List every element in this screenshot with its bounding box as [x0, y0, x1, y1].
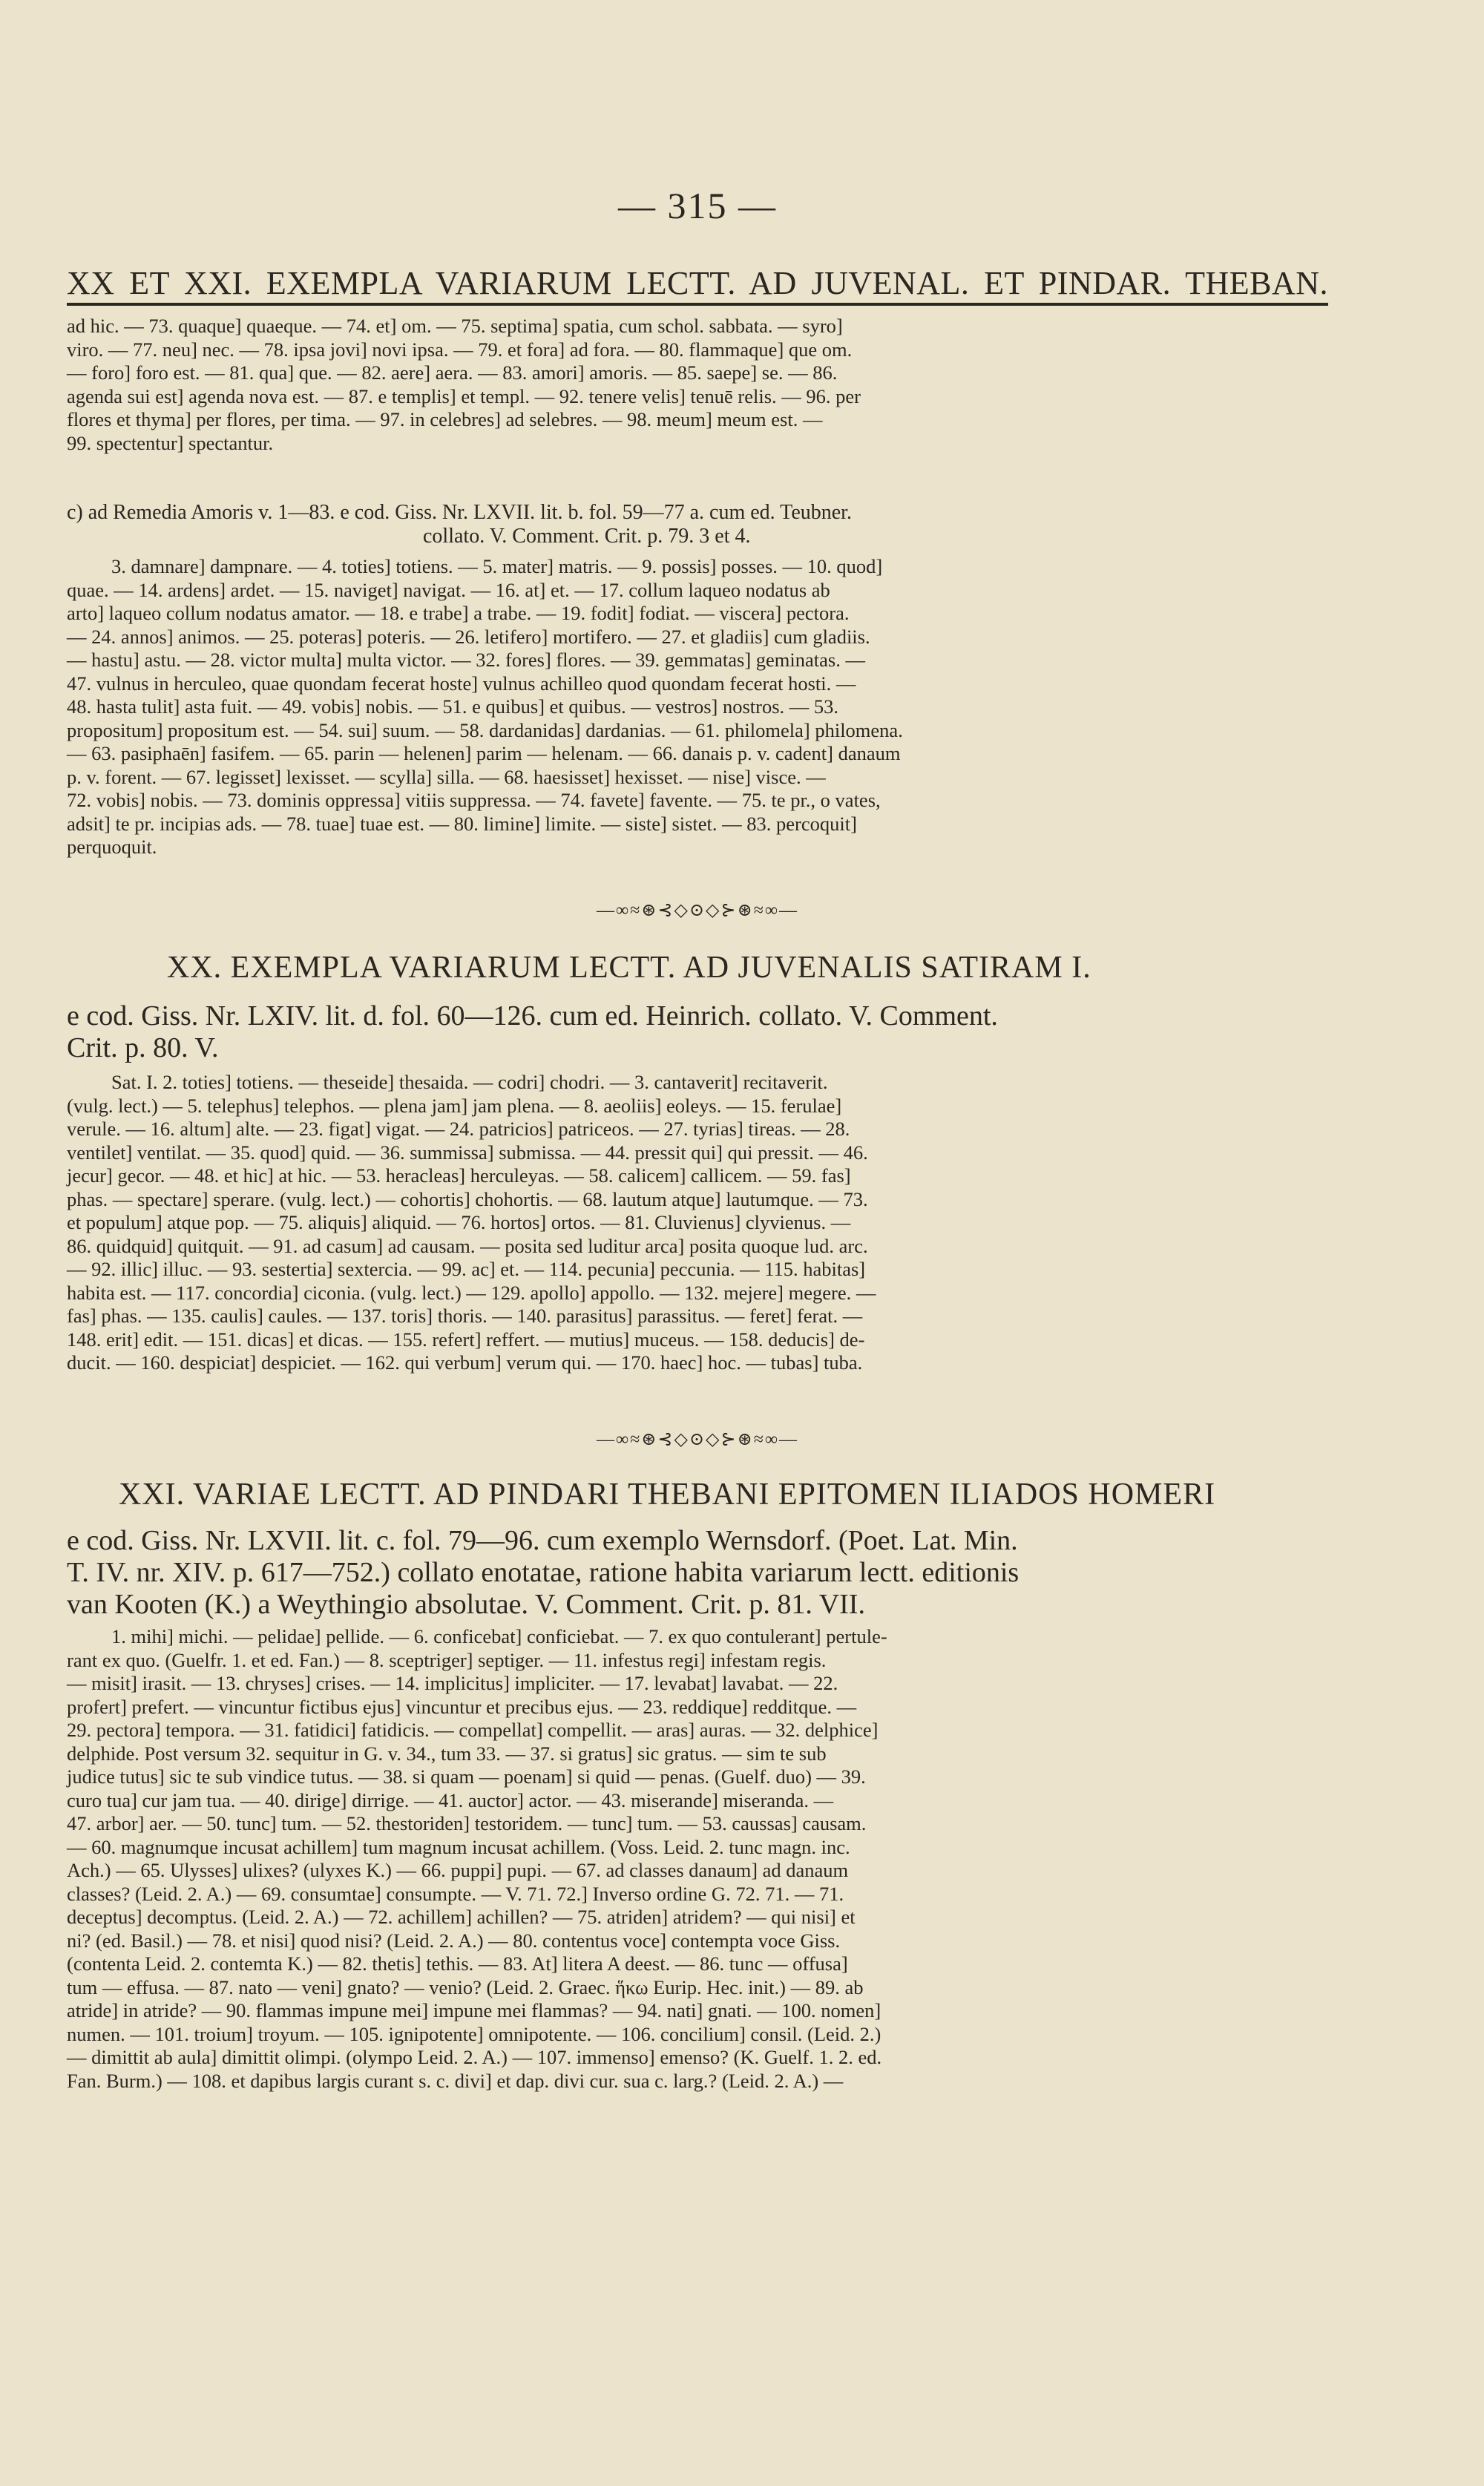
ornament-divider: —∞≈⊛⊰◇⊙◇⊱⊛≈∞— [596, 1430, 799, 1449]
text-line: e cod. Giss. Nr. LXIV. lit. d. fol. 60—126. cum ed. Heinrich. collato. V. Comment. [67, 1000, 998, 1032]
text-line: et populum] atque pop. — 75. aliquis] aliquid. — 76. hortos] ortos. — 81. Cluvienus] clyvienus. — [67, 1211, 851, 1233]
text-line: judice tutus] sic te sub vindice tutus. — 38. si quam — poenam] si quid — penas. (Guelf. duo) — 39. [67, 1765, 866, 1788]
text-line: adsit] te pr. incipias ads. — 78. tuae] tuae est. — 80. limine] limite. — siste] sistet. — 83. percoquit] [67, 812, 857, 835]
remedia-header [67, 501, 1328, 548]
text-line: atride] in atride? — 90. flammas impune mei] impune mei flammas? — 94. nati] gnati. — 100. nomen] [67, 1999, 881, 2021]
text-line: 99. spectentur] spectantur. [67, 431, 274, 454]
text-line: ni? (ed. Basil.) — 78. et nisi] quod nisi? (Leid. 2. A.) — 80. contentus voce] contempta voce Giss. [67, 1929, 841, 1952]
text-line: (vulg. lect.) — 5. telephus] telephos. — plena jam] jam plena. — 8. aeoliis] eoleys. — 15. ferulae] [67, 1094, 842, 1117]
ornament-divider: —∞≈⊛⊰◇⊙◇⊱⊛≈∞— [596, 901, 799, 920]
section-xxi-intro [67, 1525, 1328, 1621]
text-line: classes? (Leid. 2. A.) — 69. consumtae] consumpte. — V. 71. 72.] Inverso ordine G. 72. 71. — 71. [67, 1882, 844, 1905]
text-line: — foro] foro est. — 81. qua] que. — 82. aere] aera. — 83. amori] amoris. — 85. saepe] se. — 86. [67, 361, 838, 384]
text-line: 3. damnare] dampnare. — 4. toties] totiens. — 5. mater] matris. — 9. possis] posses. — 10. quod] [111, 555, 883, 577]
text-line: fas] phas. — 135. caulis] caules. — 137. toris] thoris. — 140. parasitus] parassitus. — feret] ferat. — [67, 1305, 863, 1327]
text-line: — dimittit ab aula] dimittit olimpi. (olympo Leid. 2. A.) — 107. immenso] emenso? (K. Guelf. 1. 2. ed. [67, 2046, 882, 2068]
text-line: tum — effusa. — 87. nato — veni] gnato? — venio? (Leid. 2. Graec. ἥκω Eurip. Hec. init.) — 89. ab [67, 1975, 864, 1998]
section-xxi-apparatus [67, 1625, 1328, 2093]
text-line: propositum] propositum est. — 54. sui] suum. — 58. dardanidas] dardanias. — 61. philomela] philomena. [67, 718, 903, 741]
text-line: agenda sui est] agenda nova est. — 87. e templis] et templ. — 92. tenere velis] tenuē relis. — 96. per [67, 384, 861, 407]
text-line: Ach.) — 65. Ulysses] ulixes? (ulyxes K.) — 66. puppi] pupi. — 67. ad classes danaum] ad danaum [67, 1859, 849, 1881]
text-line: — 92. illic] illuc. — 93. sestertia] sextercia. — 99. ac] et. — 114. pecunia] peccunia. — 115. habitas] [67, 1258, 866, 1280]
text-line: (contenta Leid. 2. contemta K.) — 82. thetis] tethis. — 83. At] litera A deest. — 86. tunc — offusa] [67, 1952, 848, 1975]
text-line: c) ad Remedia Amoris v. 1—83. e cod. Giss. Nr. LXVII. lit. b. fol. 59—77 a. cum ed. Teubner. [67, 501, 852, 524]
text-line: — 60. magnumque incusat achillem] tum magnum incusat achillem. (Voss. Leid. 2. tunc magn. inc. [67, 1835, 850, 1858]
text-line: Fan. Burm.) — 108. et dapibus largis curant s. c. divi] et dap. divi cur. sua c. larg.? (Leid. 2. A.) — [67, 2069, 844, 2092]
section-xx-intro [67, 1000, 1328, 1064]
text-line: arto] laqueo collum nodatus amator. — 18. e trabe] a trabe. — 19. fodit] fodiat. — viscera] pectora. [67, 602, 850, 624]
text-line: van Kooten (K.) a Weythingio absolutae. V. Comment. Crit. p. 81. VII. [67, 1589, 865, 1620]
text-line: 1. mihi] michi. — pelidae] pellide. — 6. conficebat] conficiebat. — 7. ex quo contulerant] pertule- [111, 1625, 887, 1647]
section-xx-apparatus [67, 1071, 1328, 1375]
section-heading: XXI. VARIAE LECTT. AD PINDARI THEBANI EPITOMEN ILIADOS HOMERI [119, 1478, 1216, 1512]
text-line: curo tua] cur jam tua. — 40. dirige] dirrige. — 41. auctor] actor. — 43. miserande] miseranda. — [67, 1788, 834, 1811]
text-line: collato. V. Comment. Crit. p. 79. 3 et 4. [423, 525, 751, 548]
text-line: ad hic. — 73. quaque] quaeque. — 74. et] om. — 75. septima] spatia, cum schol. sabbata. — syro] [67, 315, 843, 337]
text-line: 29. pectora] tempora. — 31. fatidici] fatidicis. — compellat] compellit. — aras] auras. — 32. delphice] [67, 1719, 879, 1741]
text-line: ventilet] ventilat. — 35. quod] quid. — 36. summissa] submissa. — 44. pressit qui] qui pressit. — 46. [67, 1141, 868, 1164]
text-line: — 63. pasiphaēn] fasifem. — 65. parin — helenen] parim — helenam. — 66. danais p. v. cadent] danaum [67, 742, 901, 764]
text-line: 148. erit] edit. — 151. dicas] et dicas. — 155. refert] reffert. — mutius] muceus. — 158. deducis] de- [67, 1328, 865, 1351]
header-rule [67, 303, 1328, 306]
text-line: p. v. forent. — 67. legisset] lexisset. — scylla] silla. — 68. haesisset] hexisset. — nise] visce. — [67, 765, 826, 788]
text-line: — 24. annos] animos. — 25. poteras] poteris. — 26. letifero] mortifero. — 27. et gladiis] cum gladiis. [67, 625, 870, 648]
text-line: flores et thyma] per flores, per tima. — 97. in celebres] ad selebres. — 98. meum] meum est. — [67, 408, 823, 430]
text-line: Crit. p. 80. V. [67, 1032, 219, 1063]
text-line: habita est. — 117. concordia] ciconia. (vulg. lect.) — 129. apollo] appollo. — 132. mejere] megere. — [67, 1281, 876, 1304]
text-line: quae. — 14. ardens] ardet. — 15. naviget] navigat. — 16. at] et. — 17. collum laqueo nodatus ab [67, 578, 830, 601]
text-line: deceptus] decomptus. (Leid. 2. A.) — 72. achillem] achillen? — 75. atriden] atridem? — qui nisi] et [67, 1906, 856, 1928]
text-line: viro. — 77. neu] nec. — 78. ipsa jovi] novi ipsa. — 79. et fora] ad fora. — 80. flammaque] que om. [67, 338, 853, 361]
text-line: 48. hasta tulit] asta fuit. — 49. vobis] nobis. — 51. e quibus] et quibus. — vestros] nostros. — 53. [67, 695, 839, 718]
text-line: verule. — 16. altum] alte. — 23. figat] vigat. — 24. patricios] patriceos. — 27. tyrias] tireas. — 28. [67, 1118, 850, 1140]
text-line: rant ex quo. (Guelfr. 1. et ed. Fan.) — 8. sceptriger] septiger. — 11. infestus regi] infestam regis. [67, 1648, 827, 1671]
text-line: delphide. Post versum 32. sequitur in G. v. 34., tum 33. — 37. si gratus] sic gratus. — sim te sub [67, 1742, 827, 1765]
text-line: T. IV. nr. XIV. p. 617—752.) collato enotatae, ratione habita variarum lectt. editionis [67, 1557, 1020, 1588]
text-line: 47. vulnus in herculeo, quae quondam fecerat hoste] vulnus achilleo quod quondam fecerat hosti. — [67, 672, 856, 695]
text-line: numen. — 101. troium] troyum. — 105. ignipotente] omnipotente. — 106. concilium] consil. (Leid. 2.) [67, 2022, 881, 2045]
text-line: Sat. I. 2. toties] totiens. — theseide] thesaida. — codri] chodri. — 3. cantaverit] recitaverit. [111, 1071, 828, 1093]
text-line: perquoquit. [67, 836, 157, 858]
page-number: — 315 — [618, 185, 777, 226]
text-line: — hastu] astu. — 28. victor multa] multa victor. — 32. fores] flores. — 39. gemmatas] geminatas. — [67, 649, 865, 671]
section-heading: XX. EXEMPLA VARIARUM LECTT. AD JUVENALIS SATIRAM I. [167, 951, 1091, 985]
section-xxi [67, 1477, 1328, 1512]
text-line: 86. quidquid] quitquit. — 91. ad casum] ad causam. — posita sed luditur arca] posita quoque lud. arc. [67, 1234, 868, 1257]
text-line: 72. vobis] nobis. — 73. dominis oppressa] vitiis suppressa. — 74. favete] favente. — 75. te pr., o vates, [67, 789, 881, 811]
text-line: jecur] gecor. — 48. et hic] at hic. — 53. heracleas] herculeyas. — 58. calicem] callicem. — 59. fas] [67, 1164, 851, 1187]
apparatus-block-1 [67, 315, 1328, 455]
text-line: phas. — spectare] sperare. (vulg. lect.) — cohortis] chohortis. — 68. lautum atque] lautumque. — 73. [67, 1187, 868, 1210]
text-line: profert] prefert. — vincuntur fictibus ejus] vincuntur et precibus ejus. — 23. reddique] redditque. — [67, 1695, 857, 1718]
text-line: e cod. Giss. Nr. LXVII. lit. c. fol. 79—96. cum exemplo Wernsdorf. (Poet. Lat. Min. [67, 1525, 1018, 1556]
section-xx [67, 950, 1328, 985]
text-line: — misit] irasit. — 13. chryses] crises. — 14. implicitus] impliciter. — 17. levabat] lavabat. — 22. [67, 1672, 838, 1694]
text-line: 47. arbor] aer. — 50. tunc] tum. — 52. thestoriden] testoridem. — tunc] tum. — 53. caussas] causam. [67, 1812, 867, 1834]
text-line: ducit. — 160. despiciat] despiciet. — 162. qui verbum] verum qui. — 170. haec] hoc. — tubas] tuba. [67, 1351, 863, 1374]
apparatus-block-2 [67, 555, 1328, 859]
running-head: XX ET XXI. EXEMPLA VARIARUM LECTT. AD JUVENAL. ET PINDAR. THEBAN. [67, 265, 1328, 301]
